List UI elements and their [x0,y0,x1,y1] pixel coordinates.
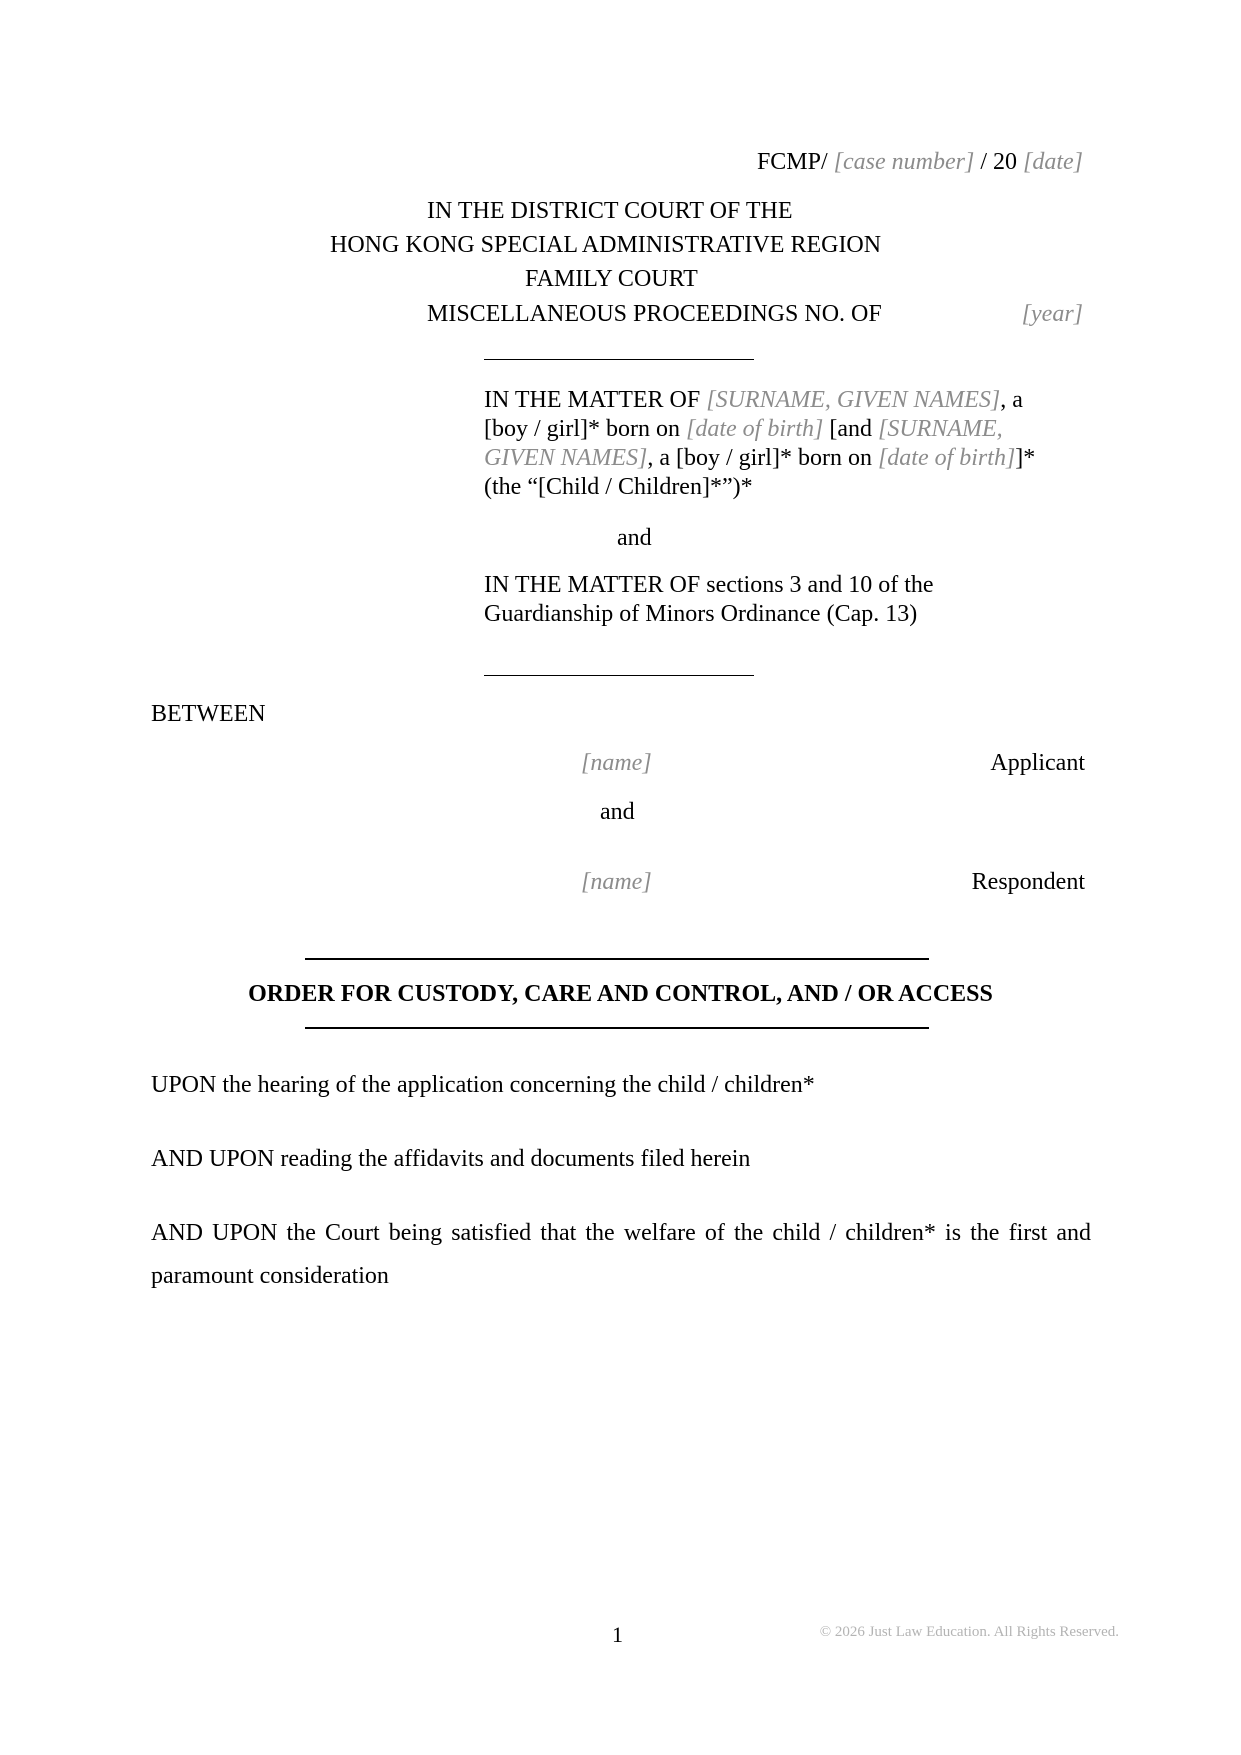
proceedings-year-placeholder: [year] [1021,301,1083,327]
divider-1 [484,359,754,360]
case-reference [757,150,1083,174]
matter-of-child [484,386,1035,502]
matter-line-4: (the “[Child / Children]*”)* [484,474,753,500]
case-number-placeholder: [case number] [833,149,975,175]
page-number: 1 [612,1622,623,1647]
applicant-label: Applicant [990,750,1085,776]
dob-placeholder-2: [date of birth] [877,445,1016,471]
respondent-name-placeholder: [name] [581,869,652,895]
second-child-given-names-placeholder: GIVEN NAMES] [484,445,648,471]
court-heading-line-1: IN THE DISTRICT COURT OF THE [427,198,793,224]
matter-line-2: [boy / girl]* born on [date of birth] [and [SURNAME, [484,416,1003,442]
child-name-placeholder: [SURNAME, GIVEN NAMES] [706,387,1001,413]
court-heading-line-4: MISCELLANEOUS PROCEEDINGS NO. OF [427,301,882,327]
recital-2: AND UPON reading the affidavits and documents filed herein [151,1146,751,1172]
title-rule-bottom [305,1027,929,1029]
divider-2 [484,675,754,676]
applicant-name-placeholder: [name] [581,750,652,776]
dob-placeholder-1: [date of birth] [685,416,824,442]
respondent-label: Respondent [971,869,1085,895]
ordinance-line-1: IN THE MATTER OF sections 3 and 10 of the [484,572,934,598]
and-connector-1: and [617,525,652,551]
and-connector-2: and [600,799,635,825]
recital-3: AND UPON the Court being satisfied that the welfare of the child / children* is the first and paramount consideration [151,1220,1091,1289]
case-prefix: FCMP/ [756,149,834,175]
document-title: ORDER FOR CUSTODY, CARE AND CONTROL, AND / OR ACCESS [248,981,993,1007]
case-date-placeholder: [date] [1023,149,1083,175]
second-child-name-placeholder: [SURNAME, [877,416,1003,442]
matter-line-1: IN THE MATTER OF [SURNAME, GIVEN NAMES], a [484,387,1023,413]
matter-of-ordinance [484,571,934,629]
court-heading-line-3: FAMILY COURT [525,266,698,292]
copyright-notice: © 2026 Just Law Education. All Rights Reserved. [819,1624,1119,1640]
ordinance-line-2: Guardianship of Minors Ordinance (Cap. 13) [484,601,918,627]
court-heading-line-2: HONG KONG SPECIAL ADMINISTRATIVE REGION [330,232,882,258]
title-rule-top [305,958,929,960]
recital-1: UPON the hearing of the application concerning the child / children* [151,1072,815,1098]
case-year-prefix: / 20 [974,149,1023,175]
matter-line-3: GIVEN NAMES], a [boy / girl]* born on [date of birth]]* [484,445,1036,471]
between-label: BETWEEN [151,701,266,727]
